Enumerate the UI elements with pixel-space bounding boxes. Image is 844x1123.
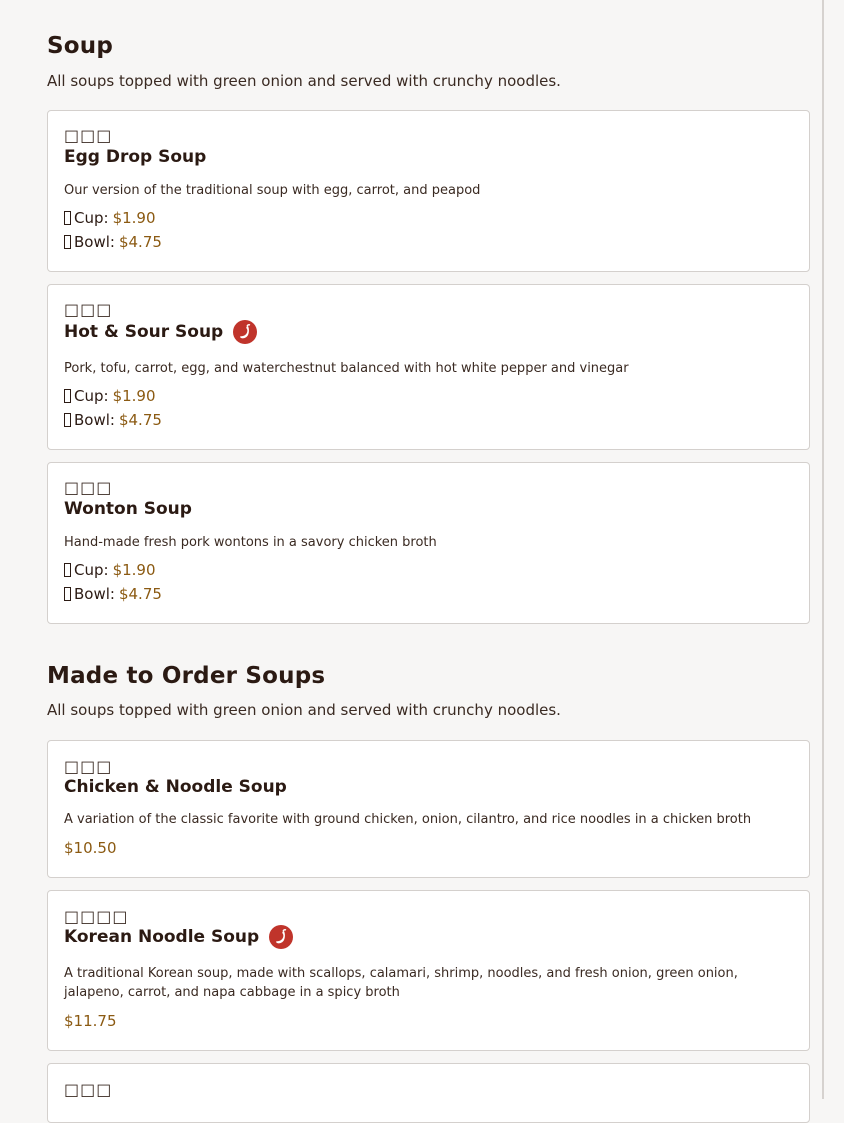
size-option-bowl: Bowl: $4.75	[64, 411, 162, 429]
box-icon	[64, 389, 71, 403]
section-description: All soups topped with green onion and served with crunchy noodles.	[47, 72, 561, 90]
box-icon	[64, 235, 71, 249]
item-name: Hot & Sour Soup	[64, 320, 257, 344]
chili-pepper-icon	[269, 925, 293, 949]
item-price: $1.90	[112, 561, 156, 579]
menu-item-card[interactable]	[47, 890, 810, 1051]
menu-item-card[interactable]	[47, 110, 810, 272]
item-name: Chicken & Noodle Soup	[64, 777, 287, 797]
item-description: A traditional Korean soup, made with scallops, calamari, shrimp, noodles, and fresh onion, green onion, jalapeno, carrot, and napa cabbage in a spicy broth	[64, 966, 738, 1000]
item-name: Korean Noodle Soup	[64, 925, 293, 949]
scrollbar-edge[interactable]	[822, 0, 824, 1099]
section-description: All soups topped with green onion and served with crunchy noodles.	[47, 701, 561, 719]
size-option-bowl: Bowl: $4.75	[64, 233, 162, 251]
item-price: $1.90	[112, 209, 156, 227]
chinese-name: □□□	[64, 126, 113, 145]
item-description: A variation of the classic favorite with ground chicken, onion, cilantro, and rice noodles in a chicken broth	[64, 812, 752, 827]
size-option-cup: Cup: $1.90	[64, 209, 156, 227]
menu-item-card[interactable]	[47, 1063, 810, 1123]
chinese-name: □□□	[64, 478, 113, 497]
section-title: Soup	[47, 33, 114, 59]
box-icon	[64, 413, 71, 427]
menu-item-card[interactable]	[47, 462, 810, 624]
size-option-cup: Cup: $1.90	[64, 561, 156, 579]
item-price: $4.75	[118, 411, 162, 429]
chinese-name: □□□	[64, 300, 113, 319]
item-price: $10.50	[64, 839, 117, 857]
item-description: Pork, tofu, carrot, egg, and waterchestnut balanced with hot white pepper and vinegar	[64, 361, 629, 376]
chinese-name: □□□	[64, 1080, 113, 1099]
item-description: Hand-made fresh pork wontons in a savory chicken broth	[64, 535, 437, 550]
menu-item-card[interactable]	[47, 740, 810, 878]
box-icon	[64, 587, 71, 601]
item-name: Egg Drop Soup	[64, 147, 207, 167]
size-option-cup: Cup: $1.90	[64, 387, 156, 405]
size-option-bowl: Bowl: $4.75	[64, 585, 162, 603]
chinese-name: □□□□	[64, 907, 129, 926]
item-name: Wonton Soup	[64, 499, 192, 519]
item-price: $1.90	[112, 387, 156, 405]
item-description: Our version of the traditional soup with egg, carrot, and peapod	[64, 183, 481, 198]
box-icon	[64, 563, 71, 577]
item-price: $4.75	[118, 233, 162, 251]
item-price: $4.75	[118, 585, 162, 603]
section-title: Made to Order Soups	[47, 663, 326, 689]
box-icon	[64, 211, 71, 225]
chili-pepper-icon	[233, 320, 257, 344]
menu-item-card[interactable]	[47, 284, 810, 450]
item-price: $11.75	[64, 1012, 117, 1030]
chinese-name: □□□	[64, 757, 113, 776]
